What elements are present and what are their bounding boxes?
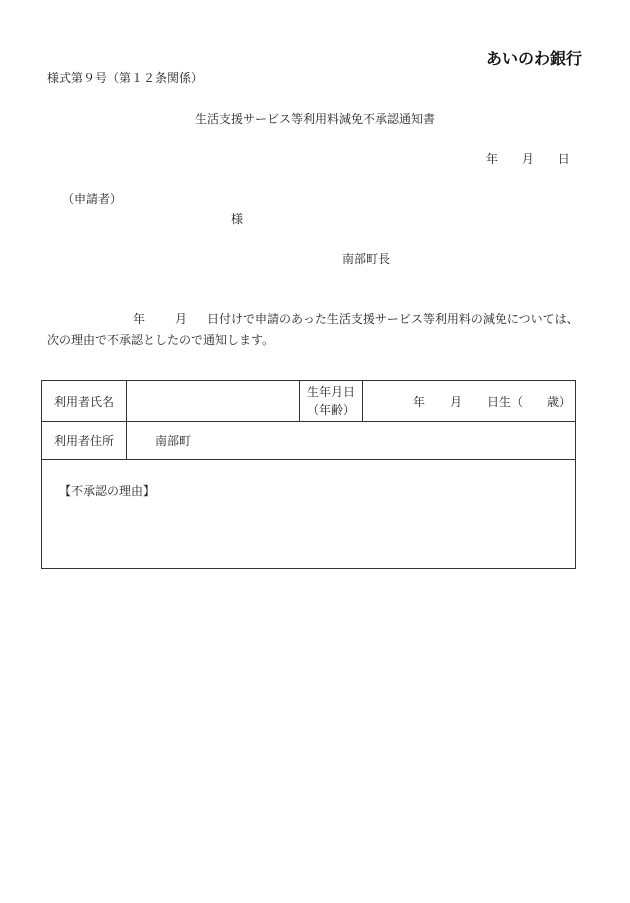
issue-date-month: 月	[521, 152, 534, 166]
birthdate-label-line2: （年齢）	[306, 403, 355, 417]
body-text-line1	[133, 310, 579, 327]
issue-date-day: 日	[557, 152, 570, 166]
issue-date	[486, 150, 570, 167]
table-row	[42, 460, 576, 569]
issuer-name: 南部町長	[342, 252, 391, 266]
reason-field[interactable]	[42, 460, 576, 569]
issue-date-year: 年	[486, 152, 499, 166]
document-title: 生活支援サービス等利用料減免不承認通知書	[195, 112, 436, 126]
user-name-field[interactable]	[127, 381, 300, 422]
notice-form-table	[41, 380, 576, 569]
birthdate-label-line1: 生年月日	[306, 385, 355, 399]
table-row	[42, 381, 576, 422]
applicant-label: （申請者）	[62, 192, 123, 206]
birthdate-month: 月	[450, 395, 463, 409]
reason-label: 【不承認の理由】	[59, 484, 156, 498]
body-month: 月	[175, 312, 188, 326]
table-row	[42, 422, 576, 460]
birthdate-age: 歳）	[547, 395, 572, 409]
body-text: 日付けで申請のあった生活支援サービス等利用料の減免については、	[207, 312, 579, 326]
address-field[interactable]: 南部町	[127, 422, 576, 460]
address-label: 利用者住所	[42, 422, 127, 460]
birthdate-day: 日生（	[487, 395, 524, 409]
form-number: 様式第９号（第１２条関係）	[47, 71, 204, 85]
birthdate-label	[300, 381, 363, 422]
applicant-honorific: 様	[231, 212, 244, 226]
body-year: 年	[133, 312, 146, 326]
bank-name: あいのわ銀行	[485, 49, 582, 68]
body-text-line2: 次の理由で不承認としたので通知します。	[47, 333, 275, 347]
birthdate-field[interactable]	[363, 381, 576, 422]
user-name-label: 利用者氏名	[42, 381, 127, 422]
birthdate-year: 年	[413, 395, 426, 409]
